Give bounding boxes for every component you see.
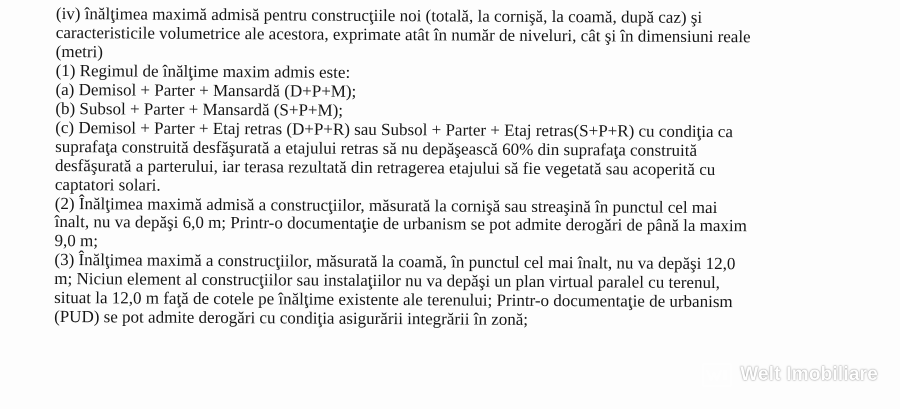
text-line: (a) Demisol + Parter + Mansardă (D+P+M); [55, 79, 357, 101]
text-line: (b) Subsol + Parter + Mansardă (S+P+M); [55, 98, 344, 120]
text-line: (PUD) se pot admite derogări cu condiţia asigurării integrării în zonă; [54, 307, 529, 330]
watermark-text: Welt Imobiliare [740, 364, 878, 385]
text-line: captatori solari. [54, 174, 161, 195]
text-line: (1) Regimul de înălţime maxim admis este: [55, 60, 351, 82]
text-line: (metri) [55, 41, 103, 62]
watermark [702, 363, 878, 387]
text-line: 9,0 m; [54, 231, 99, 251]
text-line: înalt, nu va depăşi 6,0 m; Printr-o documentaţie de urbanism se pot admite derogări de până la maxim [54, 212, 747, 236]
text-line: suprafaţa construită desfăşurată a etajului retras să nu depăşească 60% din suprafaţa construită [55, 136, 698, 160]
text-line: caracteristicile volumetrice ale acestora, exprimate atât în număr de niveluri, cât şi în dimensiuni reale [55, 22, 751, 47]
text-line: (iv) înălţimea maximă admisă pentru construcţiile noi (totală, la cornişă, la coamă, după caz) şi [55, 4, 703, 27]
text-line: (c) Demisol + Parter + Etaj retras (D+P+R) sau Subsol + Parter + Etaj retras(S+P+R) cu condiţia ca [55, 117, 733, 141]
text-line: m; Niciun element al construcţiilor sau instalaţiilor nu va depăşi un plan virtual paralel cu terenul, [54, 269, 721, 293]
text-line: desfăşurată a parterului, iar terasa rezultată din retragerea etajului să fie vegetată sau acoperită cu [54, 155, 716, 179]
welt-logo-icon [702, 363, 732, 387]
regulation-text [54, 5, 846, 332]
text-line: (3) Înălţimea maximă a construcţiilor, măsurată la coamă, în punctul cel mai înalt, nu va depăşi 12,0 [54, 250, 736, 274]
text-line: situat la 12,0 m faţă de cotele pe înălţime existente ale terenului; Printr-o documentaţie de urbanism [54, 288, 733, 312]
text-line: (2) Înălţimea maximă admisă a construcţiilor, măsurată la cornişă sau streaşină în punctul cel mai [54, 193, 718, 217]
